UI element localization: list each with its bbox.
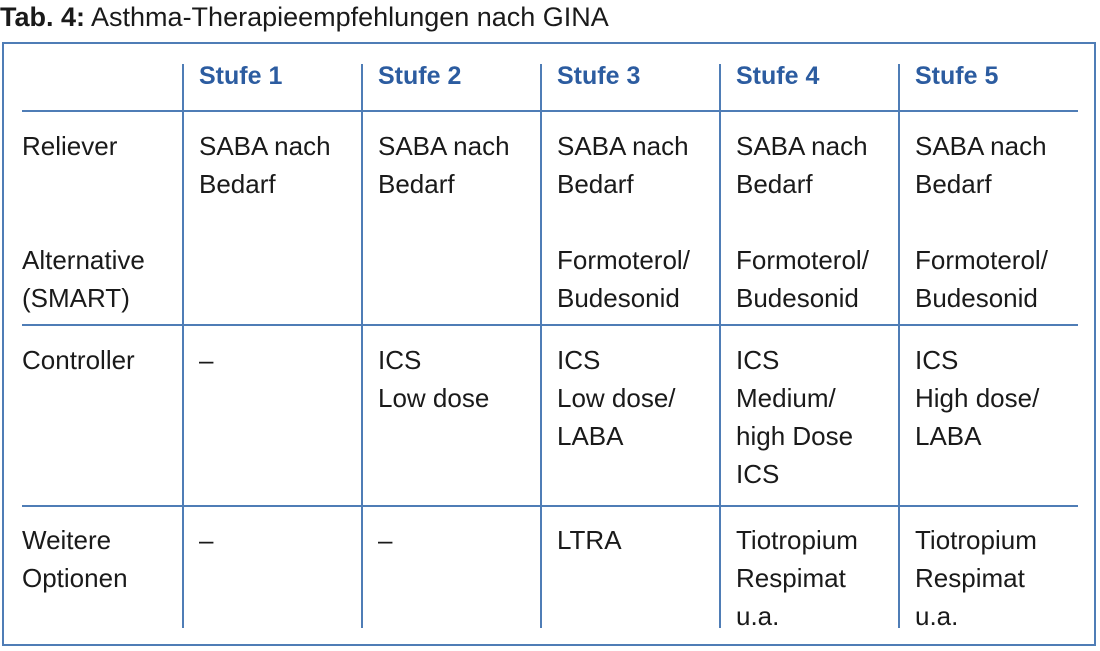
cell-line: Formoterol/ bbox=[557, 245, 690, 275]
header-stufe-1: Stufe 1 bbox=[199, 62, 283, 90]
cell-reliever-stufe-4 bbox=[736, 127, 869, 317]
cell-line: Low dose/ bbox=[557, 383, 676, 413]
row-label-reliever bbox=[22, 127, 145, 317]
cell-line: Alternative bbox=[22, 245, 145, 275]
row-divider-controller bbox=[22, 505, 1078, 507]
cell-line: – bbox=[378, 525, 393, 555]
cell-line: High dose/ bbox=[915, 383, 1040, 413]
cell-line: Weitere bbox=[22, 525, 112, 555]
cell-line: Respimat bbox=[736, 563, 846, 593]
cell-line: Controller bbox=[22, 345, 135, 375]
header-stufe-5: Stufe 5 bbox=[915, 62, 999, 90]
cell-line: Bedarf bbox=[736, 169, 813, 199]
cell-line bbox=[22, 203, 145, 241]
table-caption bbox=[0, 0, 609, 36]
header-stufe-3: Stufe 3 bbox=[557, 62, 641, 90]
cell-line: Low dose bbox=[378, 383, 490, 413]
cell-line bbox=[736, 203, 869, 241]
column-divider-5 bbox=[898, 64, 900, 628]
cell-line: ICS bbox=[378, 345, 422, 375]
cell-line bbox=[557, 203, 690, 241]
cell-line: ICS bbox=[736, 459, 780, 489]
header-stufe-4: Stufe 4 bbox=[736, 62, 820, 90]
header-divider bbox=[22, 110, 1078, 112]
cell-controller-stufe-2 bbox=[378, 341, 489, 417]
cell-line: ICS bbox=[557, 345, 601, 375]
cell-line: SABA nach bbox=[915, 131, 1047, 161]
cell-line: (SMART) bbox=[22, 283, 130, 313]
cell-line: ICS bbox=[736, 345, 780, 375]
cell-line: Bedarf bbox=[199, 169, 276, 199]
cell-line: – bbox=[199, 345, 214, 375]
cell-line: Bedarf bbox=[915, 169, 992, 199]
column-divider-4 bbox=[719, 64, 721, 628]
cell-line: Optionen bbox=[22, 563, 128, 593]
column-divider-2 bbox=[361, 64, 363, 628]
cell-line: SABA nach bbox=[378, 131, 510, 161]
cell-line: Reliever bbox=[22, 131, 118, 161]
cell-line: Bedarf bbox=[378, 169, 455, 199]
cell-line: u.a. bbox=[736, 601, 780, 631]
cell-line: LABA bbox=[915, 421, 982, 451]
cell-weitere-optionen-stufe-5 bbox=[915, 521, 1037, 635]
cell-line: Medium/ bbox=[736, 383, 836, 413]
cell-line: Bedarf bbox=[557, 169, 634, 199]
cell-reliever-stufe-2 bbox=[378, 127, 510, 203]
row-label-controller bbox=[22, 341, 135, 379]
cell-line: SABA nach bbox=[199, 131, 331, 161]
cell-line: Tiotropium bbox=[915, 525, 1037, 555]
cell-line: Formoterol/ bbox=[915, 245, 1048, 275]
cell-weitere-optionen-stufe-3 bbox=[557, 521, 622, 559]
cell-controller-stufe-4 bbox=[736, 341, 853, 493]
cell-line: Respimat bbox=[915, 563, 1025, 593]
cell-weitere-optionen-stufe-4 bbox=[736, 521, 858, 635]
cell-weitere-optionen-stufe-1 bbox=[199, 521, 213, 559]
cell-line: Budesonid bbox=[736, 283, 859, 313]
cell-weitere-optionen-stufe-2 bbox=[378, 521, 392, 559]
cell-line bbox=[915, 203, 1048, 241]
cell-line: ICS bbox=[915, 345, 959, 375]
cell-line: SABA nach bbox=[736, 131, 868, 161]
cell-reliever-stufe-5 bbox=[915, 127, 1048, 317]
cell-line: LTRA bbox=[557, 525, 622, 555]
cell-reliever-stufe-1 bbox=[199, 127, 331, 203]
cell-controller-stufe-3 bbox=[557, 341, 676, 455]
cell-controller-stufe-1 bbox=[199, 341, 213, 379]
cell-line: Tiotropium bbox=[736, 525, 858, 555]
cell-line: Budesonid bbox=[915, 283, 1038, 313]
cell-reliever-stufe-3 bbox=[557, 127, 690, 317]
cell-line: SABA nach bbox=[557, 131, 689, 161]
cell-controller-stufe-5 bbox=[915, 341, 1039, 455]
cell-line: LABA bbox=[557, 421, 624, 451]
header-stufe-2: Stufe 2 bbox=[378, 62, 462, 90]
column-divider-1 bbox=[182, 64, 184, 628]
column-divider-3 bbox=[540, 64, 542, 628]
cell-line: u.a. bbox=[915, 601, 959, 631]
cell-line: high Dose bbox=[736, 421, 854, 451]
table-caption-label: Tab. 4: bbox=[0, 2, 86, 32]
cell-line: Budesonid bbox=[557, 283, 680, 313]
cell-line: Formoterol/ bbox=[736, 245, 869, 275]
row-label-weitere-optionen bbox=[22, 521, 128, 597]
cell-line bbox=[22, 165, 145, 203]
row-divider-reliever bbox=[22, 324, 1078, 326]
table-caption-text: Asthma-Therapieempfehlungen nach GINA bbox=[91, 2, 609, 32]
cell-line: – bbox=[199, 525, 214, 555]
